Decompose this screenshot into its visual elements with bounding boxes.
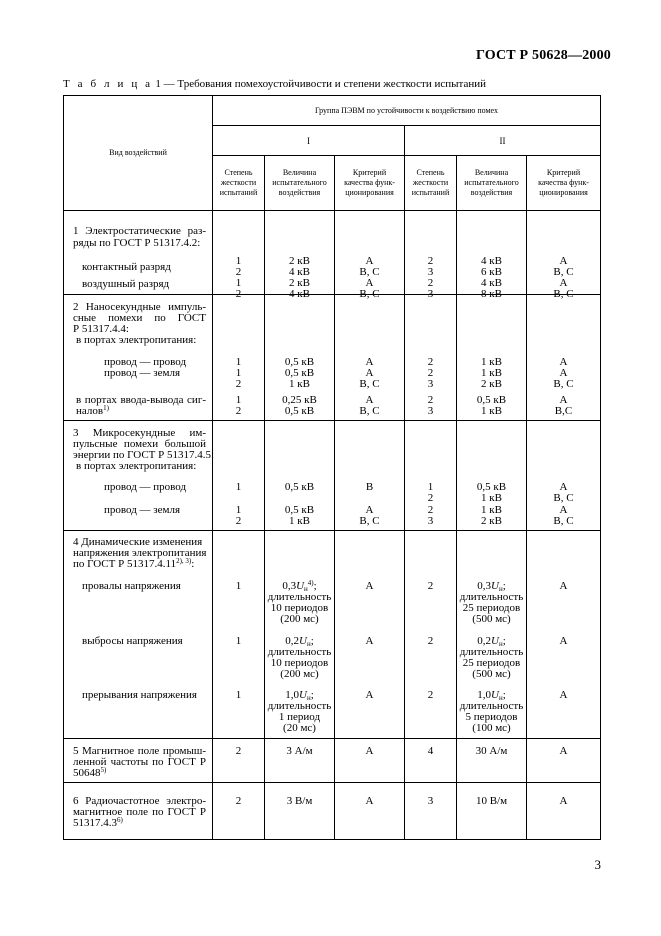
- s2-wire-wire: провод — провод: [104, 356, 187, 368]
- cell-criterion: А: [559, 277, 568, 289]
- cell-degree: 1: [235, 394, 242, 406]
- cell-value: 0,5 кВ: [284, 356, 315, 368]
- hdr-line: Величина: [474, 168, 509, 177]
- cell-value: 0,5 кВ: [476, 481, 507, 493]
- s1-title-2: ряды по ГОСТ Р 51317.4.2:: [73, 237, 201, 249]
- cell-degree: 2: [427, 635, 434, 647]
- hdr-line: ционирования: [539, 188, 588, 197]
- table-row-magnetic: [64, 739, 601, 783]
- s2-wire-ground: провод — земля: [104, 367, 181, 379]
- cell-value: 1 кВ: [481, 367, 502, 379]
- cell-degree: 2: [427, 277, 434, 289]
- cell-value: 5 периодов: [465, 711, 518, 723]
- hdr-line: испытательного: [464, 178, 519, 187]
- s6-title-1: 6 Радиочастотное электро-: [73, 795, 206, 807]
- standard-number: ГОСТ Р 50628—2000: [475, 48, 611, 63]
- cell-criterion: А: [365, 635, 374, 647]
- cell-degree: 2: [235, 405, 242, 417]
- s4-title-2: напряжения электропитания: [73, 547, 207, 559]
- table-row-nanosecond: [64, 295, 601, 421]
- value-part: 0,3: [282, 580, 297, 592]
- hdr-line: Степень: [416, 168, 445, 177]
- page-number: 3: [594, 857, 601, 872]
- cell-value: 0,25 кВ: [282, 394, 317, 406]
- cell-criterion: В,С: [554, 405, 573, 417]
- value-part: ;: [502, 635, 506, 647]
- cell-degree: 3: [427, 405, 434, 417]
- cell-value: 1 кВ: [481, 356, 502, 368]
- value-part: 0,3: [477, 580, 491, 592]
- cell-degree: 2: [235, 266, 242, 278]
- cell-criterion: А: [365, 277, 374, 289]
- cell-criterion: А: [365, 580, 374, 592]
- cell-criterion: А: [365, 504, 374, 516]
- value-part: 1,0: [285, 689, 299, 701]
- hdr-line: качества функ-: [538, 178, 589, 187]
- cell-criterion: А: [559, 504, 568, 516]
- cell-degree: 1: [235, 635, 242, 647]
- cell-degree: 1: [235, 481, 242, 493]
- cell-value: 4 кВ: [289, 266, 310, 278]
- header-value-II: [457, 156, 527, 211]
- hdr-line: воздействия: [470, 188, 513, 197]
- value-part: ;: [313, 580, 317, 592]
- cell-degree: 3: [427, 795, 434, 807]
- s6-title-2: магнитное поле по ГОСТ Р: [73, 806, 206, 818]
- s2-io-ports-1: в портах ввода-вывода сиг-: [76, 394, 206, 406]
- cell-criterion: В, С: [359, 288, 380, 300]
- s5-title-3: 50648: [73, 767, 101, 779]
- value-part: U: [298, 689, 307, 701]
- cell-value: 2 кВ: [481, 515, 502, 527]
- cell-degree: 1: [235, 504, 242, 516]
- value-part: ;: [310, 635, 314, 647]
- s2-title-3: Р 51317.4.4:: [73, 323, 129, 335]
- cell-value: 0,5 кВ: [284, 367, 315, 379]
- cell-criterion: А: [559, 481, 568, 493]
- s1-contact-label: контактный разряд: [82, 261, 171, 273]
- cell-criterion: А: [365, 394, 374, 406]
- header-effect: Вид воздействий: [64, 96, 213, 211]
- cell-criterion: А: [365, 255, 374, 267]
- caption-text: 1 — Требования помехоустойчивости и степени жесткости испытаний: [152, 78, 487, 90]
- cell-degree: 2: [427, 580, 434, 592]
- cell-criterion: А: [559, 255, 568, 267]
- value-part: н: [306, 640, 311, 648]
- header-value-I: [265, 156, 335, 211]
- value-part: U: [490, 580, 499, 592]
- cell-degree: 2: [235, 745, 242, 757]
- value-part: н: [498, 585, 503, 593]
- cell-criterion: А: [559, 394, 568, 406]
- s4-title-1: 4 Динамические изменения: [73, 536, 203, 548]
- hdr-line: Критерий: [546, 168, 581, 177]
- s2-title-1: 2 Наносекундные импуль-: [73, 301, 206, 313]
- value-part: ;: [502, 689, 506, 701]
- s2-power-ports: в портах электропитания:: [76, 334, 197, 346]
- cell-degree: 1: [235, 689, 242, 701]
- cell-criterion: А: [559, 795, 568, 807]
- table-caption: [63, 78, 486, 90]
- cell-value: 4 кВ: [481, 277, 502, 289]
- hdr-line: Величина: [282, 168, 317, 177]
- cell-criterion: В, С: [359, 378, 380, 390]
- value-part: U: [490, 635, 499, 647]
- cell-value: 1 период: [278, 711, 321, 723]
- cell-degree: 3: [427, 378, 434, 390]
- hdr-line: Степень: [224, 168, 253, 177]
- value-part: U: [296, 580, 305, 592]
- cell-criterion: В: [365, 481, 374, 493]
- cell-degree: 4: [427, 745, 434, 757]
- value-part: 0,2: [477, 635, 491, 647]
- cell-value: длительность: [267, 646, 332, 658]
- cell-criterion: В, С: [553, 492, 574, 504]
- table-row-dynamic-voltage: [64, 531, 601, 739]
- cell-criterion: А: [559, 367, 568, 379]
- cell-value: 1 кВ: [481, 405, 502, 417]
- cell-value: (500 мс): [472, 613, 511, 625]
- cell-criterion: В, С: [553, 515, 574, 527]
- cell-criterion: А: [365, 356, 374, 368]
- value-part: 1,0: [477, 689, 491, 701]
- value-part: U: [490, 689, 499, 701]
- cell-value: 25 периодов: [462, 602, 521, 614]
- hdr-line: жесткости: [412, 178, 449, 187]
- cell-value: (200 мс): [280, 613, 319, 625]
- value-part: н: [498, 694, 503, 702]
- cell-criterion: В, С: [553, 266, 574, 278]
- cell-value: длительность: [459, 646, 524, 658]
- s6-title-3: 51317.4.3: [73, 817, 117, 829]
- value-part: 0,2: [285, 635, 299, 647]
- cell-criterion: А: [559, 745, 568, 757]
- s2-title-2: сные помехи по ГОСТ: [73, 312, 206, 324]
- s2-io-ports-2: налов: [76, 405, 104, 417]
- footnote-ref: 6): [117, 816, 123, 824]
- s5-title-1: 5 Магнитное поле промыш-: [73, 745, 206, 757]
- cell-degree: 3: [427, 288, 434, 300]
- cell-degree: 1: [235, 356, 242, 368]
- cell-value: 8 кВ: [481, 288, 502, 300]
- cell-criterion: В, С: [553, 288, 574, 300]
- s3-wire-wire: провод — провод: [104, 481, 187, 493]
- cell-degree: 1: [235, 580, 242, 592]
- table-row-radio-frequency: [64, 783, 601, 840]
- hdr-line: испытаний: [219, 188, 258, 197]
- cell-degree: 3: [427, 515, 434, 527]
- cell-criterion: А: [365, 795, 374, 807]
- hdr-line: жесткости: [220, 178, 257, 187]
- cell-degree: 1: [235, 255, 242, 267]
- cell-value: 1 кВ: [481, 492, 502, 504]
- cell-degree: 3: [427, 266, 434, 278]
- s4-title-end: :: [191, 558, 195, 570]
- value-part: н: [306, 694, 311, 702]
- cell-degree: 2: [427, 492, 434, 504]
- footnote-ref: 1): [103, 404, 109, 412]
- footnote-ref: 4): [307, 579, 314, 587]
- header-degree-I: [213, 156, 265, 211]
- s1-air-label: воздушный разряд: [82, 278, 170, 290]
- cell-criterion: В, С: [359, 405, 380, 417]
- cell-value: 0,5 кВ: [284, 405, 315, 417]
- cell-degree: 2: [427, 356, 434, 368]
- cell-value: 0,5 кВ: [284, 504, 315, 516]
- header-criterion-II: [527, 156, 601, 211]
- hdr-line: ционирования: [345, 188, 394, 197]
- s3-title-1: 3 Микросекундные им-: [73, 427, 206, 439]
- cell-degree: 2: [427, 255, 434, 267]
- cell-degree: 2: [427, 367, 434, 379]
- cell-criterion: А: [559, 689, 568, 701]
- cell-value: (20 мс): [283, 722, 316, 734]
- cell-value: 4 кВ: [289, 288, 310, 300]
- cell-degree: 1: [427, 481, 434, 493]
- s3-title-2: пульсные помехи большой: [73, 438, 206, 450]
- cell-value: 10 периодов: [270, 657, 329, 669]
- cell-value: длительность: [459, 591, 524, 603]
- cell-criterion: А: [365, 689, 374, 701]
- cell-value: (500 мс): [472, 668, 511, 680]
- cell-value: 1 кВ: [289, 515, 310, 527]
- cell-value: 0,5 кВ: [284, 481, 315, 493]
- hdr-line: Критерий: [352, 168, 387, 177]
- cell-degree: 2: [427, 394, 434, 406]
- cell-value: 25 периодов: [462, 657, 521, 669]
- cell-degree: 2: [427, 689, 434, 701]
- cell-criterion: А: [559, 356, 568, 368]
- cell-criterion: В, С: [359, 266, 380, 278]
- cell-value: 3 В/м: [286, 795, 313, 807]
- s4-interruptions-label: прерывания напряжения: [82, 689, 197, 701]
- cell-value: 2 кВ: [289, 277, 310, 289]
- cell-degree: 2: [235, 378, 242, 390]
- footnote-ref: 5): [100, 766, 107, 774]
- hdr-line: испытательного: [272, 178, 327, 187]
- hdr-line: испытаний: [411, 188, 450, 197]
- cell-degree: 2: [235, 288, 242, 300]
- value-part: U: [298, 635, 307, 647]
- cell-value: 2 кВ: [289, 255, 310, 267]
- cell-criterion: А: [365, 367, 374, 379]
- s4-dips-label: провалы напряжения: [82, 580, 181, 592]
- cell-value: (200 мс): [280, 668, 319, 680]
- cell-value: 30 А/м: [475, 745, 508, 757]
- cell-value: 2 кВ: [481, 378, 502, 390]
- requirements-table: [63, 95, 601, 840]
- header-group-II: II: [405, 126, 601, 156]
- header-degree-II: [405, 156, 457, 211]
- s4-surges-label: выбросы напряжения: [82, 635, 183, 647]
- cell-value: 1 кВ: [289, 378, 310, 390]
- cell-degree: 2: [235, 515, 242, 527]
- value-part: н: [304, 585, 308, 593]
- cell-value: 1 кВ: [481, 504, 502, 516]
- cell-criterion: В, С: [553, 378, 574, 390]
- cell-value: 6 кВ: [481, 266, 502, 278]
- table-row-microsecond: [64, 421, 601, 531]
- s4-title-3: по ГОСТ Р 51317.4.11: [73, 558, 177, 570]
- s3-wire-ground: провод — земля: [104, 504, 181, 516]
- cell-value: 10 В/м: [475, 795, 508, 807]
- cell-degree: 1: [235, 277, 242, 289]
- s5-title-2: ленной частоты по ГОСТ Р: [73, 756, 206, 768]
- hdr-line: качества функ-: [344, 178, 395, 187]
- value-part: н: [498, 640, 503, 648]
- cell-criterion: А: [559, 635, 568, 647]
- cell-value: 0,5 кВ: [476, 394, 507, 406]
- cell-value: 4 кВ: [481, 255, 502, 267]
- cell-degree: 1: [235, 367, 242, 379]
- s3-title-3: энергии по ГОСТ Р 51317.4.5:: [73, 449, 215, 461]
- value-part: ;: [502, 580, 506, 592]
- cell-criterion: А: [559, 580, 568, 592]
- s1-title-1: 1 Электростатические раз-: [73, 225, 206, 237]
- cell-degree: 2: [235, 795, 242, 807]
- cell-value: 3 А/м: [286, 745, 313, 757]
- value-part: ;: [310, 689, 314, 701]
- cell-criterion: В, С: [359, 515, 380, 527]
- footnote-ref: 2), 3): [176, 557, 192, 565]
- cell-criterion: А: [365, 745, 374, 757]
- s3-power-ports: в портах электропитания:: [76, 460, 197, 472]
- cell-value: длительность: [267, 591, 332, 603]
- hdr-line: воздействия: [278, 188, 321, 197]
- cell-value: (100 мс): [472, 722, 511, 734]
- header-group: Группа ПЭВМ по устойчивости к воздействию помех: [213, 96, 601, 126]
- header-group-I: I: [213, 126, 405, 156]
- cell-value: 10 периодов: [270, 602, 329, 614]
- header-criterion-I: [335, 156, 405, 211]
- cell-value: длительность: [267, 700, 332, 712]
- cell-value: длительность: [459, 700, 524, 712]
- table-row-electrostatic: [64, 211, 601, 295]
- caption-prefix: Т а б л и ц а: [63, 78, 153, 90]
- cell-degree: 2: [427, 504, 434, 516]
